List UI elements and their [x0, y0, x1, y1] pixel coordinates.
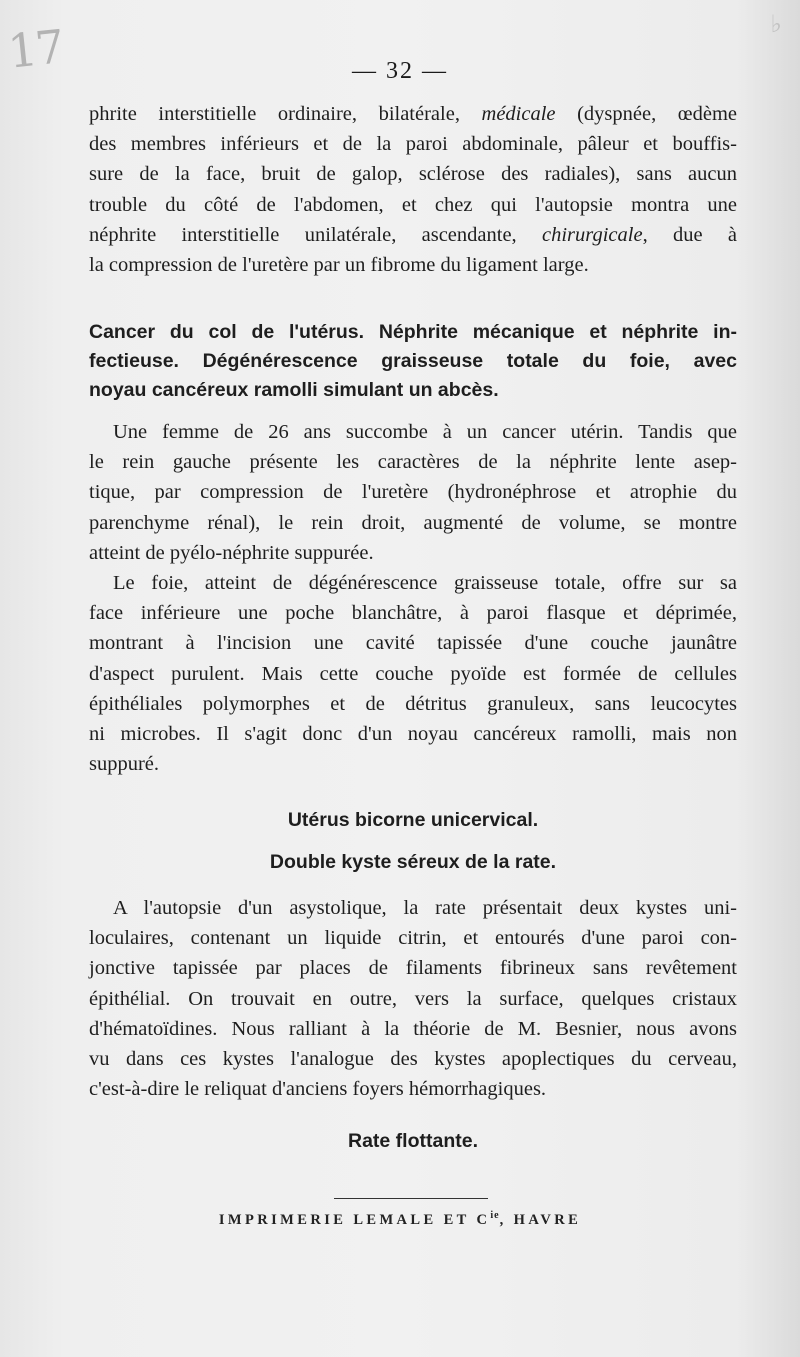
paragraph-3: [89, 568, 737, 779]
text-line: la compression de l'uretère par un fibrome du ligament large.: [89, 254, 589, 277]
printer-imprint: IMPRIMERIE LEMALE ET $C^{ie}$, HAVRE: [218, 1210, 582, 1228]
handwritten-page-number: 17: [5, 19, 66, 79]
section-heading-uterus: [89, 806, 737, 835]
text-line: tique, par compression de l'uretère (hydronéphrose et atrophie du: [89, 481, 737, 504]
text-line: néphrite interstitielle unilatérale, ascendante, chirurgicale, due à: [89, 223, 737, 246]
heading-4: Rate flottante.: [347, 1130, 478, 1152]
text-line: vu dans ces kystes l'analogue des kystes apoplectiques du cerveau,: [89, 1048, 737, 1071]
text-line: atteint de pyélo-néphrite suppurée.: [89, 541, 374, 564]
paragraph-1: [89, 99, 737, 280]
text-line: sure de la face, bruit de galop, sclérose des radiales), sans aucun: [89, 163, 737, 186]
italic-term: médicale: [481, 103, 556, 125]
text-line: phrite interstitielle ordinaire, bilatérale, médicale (dyspnée, œdème: [89, 103, 738, 125]
text-line: A l'autopsie d'un asystolique, la rate présentait deux kystes uni-: [113, 897, 737, 919]
heading-line: Cancer du col de l'utérus. Néphrite mécanique et néphrite in-: [89, 321, 737, 343]
text-line: épithélial. On trouvait en outre, vers la surface, quelques cristaux: [89, 987, 737, 1010]
heading-line: noyau cancéreux ramolli simulant un abcès.: [89, 379, 499, 401]
heading-line: fectieuse. Dégénérescence graisseuse totale du foie, avec: [89, 350, 737, 372]
paragraph-continuation: [89, 99, 737, 280]
corner-mark: ♭: [770, 10, 782, 38]
heading-3: Double kyste séreux de la rate.: [269, 851, 557, 873]
italic-term: chirurgicale: [541, 223, 643, 246]
text-line: jonctive tapissée par places de filaments fibrineux sans revêtement: [89, 957, 737, 980]
paragraph-block: [89, 893, 737, 1104]
text-line: des membres inférieurs et de la paroi abdominale, pâleur et bouffis-: [89, 133, 737, 156]
text-line: trouble du côté de l'abdomen, et chez qui l'autopsie montra une: [89, 193, 737, 216]
text-line: suppuré.: [89, 753, 160, 776]
section-heading-rate: [89, 1127, 737, 1156]
paragraph-block: [89, 417, 737, 568]
text-line: le rein gauche présente les caractères de la néphrite lente asep-: [89, 451, 737, 474]
text-line: face inférieure une poche blanchâtre, à paroi flasque et déprimée,: [89, 602, 737, 625]
text-line: Le foie, atteint de dégénérescence graisseuse totale, offre sur sa: [113, 572, 737, 594]
paragraph-4: [89, 893, 737, 1104]
footer-rule: [334, 1198, 488, 1199]
heading-2: Utérus bicorne unicervical.: [287, 809, 539, 831]
text-line: épithéliales polymorphes et de détritus granuleux, sans leucocytes: [89, 692, 737, 715]
page-number: — 32 —: [352, 58, 448, 84]
text-line: loculaires, contenant un liquide citrin, et entourés d'une paroi con-: [89, 927, 737, 950]
text-line: d'aspect purulent. Mais cette couche pyoïde est formée de cellules: [89, 662, 737, 685]
section-heading-cancer: [89, 318, 737, 405]
section-heading-kyste: [89, 848, 737, 877]
text-line: Une femme de 26 ans succombe à un cancer utérin. Tandis que: [113, 421, 737, 443]
heading-1: [89, 318, 737, 405]
text-line: ni microbes. Il s'agit donc d'un noyau cancéreux ramolli, mais non: [89, 723, 737, 746]
text-line: c'est-à-dire le reliquat d'anciens foyers hémorrhagiques.: [89, 1078, 547, 1101]
paragraph-2: [89, 417, 737, 568]
text-line: montrant à l'incision une cavité tapissée d'une couche jaunâtre: [89, 632, 737, 655]
text-line: parenchyme rénal), le rein droit, augmenté de volume, se montre: [89, 511, 737, 534]
text-line: d'hématoïdines. Nous ralliant à la théorie de M. Besnier, nous avons: [89, 1017, 737, 1040]
paragraph-block: [89, 568, 737, 779]
